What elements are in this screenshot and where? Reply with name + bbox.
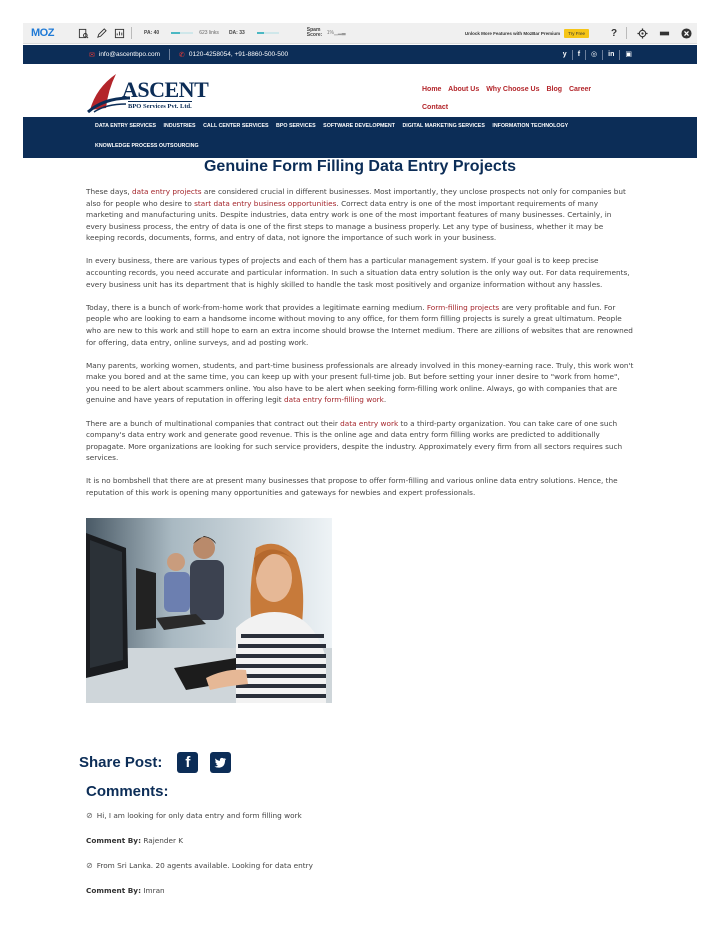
data-entry-projects-link[interactable]: data entry projects bbox=[132, 187, 202, 196]
spam-value: 1% bbox=[326, 30, 335, 36]
services-navigation bbox=[23, 117, 697, 158]
comment-author bbox=[86, 836, 183, 845]
text: These days, bbox=[86, 187, 133, 196]
comment-author bbox=[86, 886, 165, 895]
email-text[interactable]: info@ascentbpo.com bbox=[98, 51, 161, 58]
text: . Correct data entry is one of the most important requirements of many marketing and manufacturing units. Despite industries, data entry work is one of the most important features of many businesses. Certainly, in every business process, the entry of data is one of the first steps to manage a business properly. Let any type of business, whether it may be keeping records, documents, forms, and entry of data, not ignore the importance of such work in your business. bbox=[86, 198, 612, 243]
text: Many parents, working women, students, and part-time business professionals are already involved in this money-earning race. Truly, this work won't make you bored and at the same time, you can keep up with your present full-time job. But before setting your inner desire to "work from home", you need to be alert about scammers online. You also have to be alert when seeking form-filling work online. Always, go with companies that are genuine and have years of reputation in offering legit bbox=[86, 360, 634, 405]
article-paragraph bbox=[86, 186, 634, 244]
share-post bbox=[79, 752, 243, 773]
nav-information-technology[interactable]: INFORMATION TECHNOLOGY bbox=[492, 123, 569, 129]
social-links bbox=[558, 50, 637, 60]
nav-knowledge-process-outsourcing[interactable]: KNOWLEDGE PROCESS OUTSOURCING bbox=[95, 143, 199, 149]
phone-contact[interactable] bbox=[179, 51, 288, 59]
nav-why-choose-us[interactable]: Why Choose Us bbox=[486, 86, 540, 93]
comment-text bbox=[86, 811, 302, 820]
comment-body: Hi, I am looking for only data entry and form filling work bbox=[96, 811, 302, 820]
comment-body: From Sri Lanka. 20 agents available. Looking for data entry bbox=[96, 861, 313, 870]
nav-contact[interactable]: Contact bbox=[422, 104, 449, 111]
main-navigation bbox=[422, 81, 612, 117]
gear-icon[interactable] bbox=[635, 26, 649, 40]
contact-topbar bbox=[23, 45, 697, 64]
nav-software-development[interactable]: SOFTWARE DEVELOPMENT bbox=[323, 123, 395, 129]
text: There are a bunch of multinational companies that contract out their bbox=[86, 418, 341, 428]
text: to a third-party organization. You can take care of one such company's data entry work and generate good revenue. This is the online age and data entry form filling works are predicted to additionally propagate. More organizations are looking for such service providers, despite the industry. Approximately every firm from all sectors requires such services. bbox=[86, 418, 623, 463]
nav-call-center-services[interactable]: CALL CENTER SERVICES bbox=[203, 123, 269, 129]
pa-metric bbox=[144, 30, 219, 36]
services-nav-row-2 bbox=[95, 143, 205, 149]
text: . bbox=[383, 395, 387, 405]
minimize-icon[interactable] bbox=[657, 26, 671, 40]
facebook-share-icon[interactable]: f bbox=[177, 752, 198, 773]
pa-bar-fill bbox=[171, 32, 180, 34]
links-count: 623 links bbox=[199, 30, 219, 36]
nav-digital-marketing-services[interactable]: DIGITAL MARKETING SERVICES bbox=[402, 123, 485, 129]
article-paragraph: In every business, there are various types of projects and each of them has a particular management system. If your goal is to keep precise accounting records, you need accurate and particular information. In such a situation data entry solution is the only way out. For data requirements, every business unit has its department that is highly skilled to handle the task most positively and organize information without any hassles. bbox=[86, 256, 630, 289]
da-bar-fill bbox=[257, 32, 264, 34]
page-analysis-icon[interactable] bbox=[77, 27, 89, 39]
comment-author-name: Imran bbox=[143, 886, 165, 895]
text: are very profitable and fun. For people who are looking to earn a handsome income without moving to any office, for them form filling projects is surely a great ultimatum. People who are new to this work and still hope to earn an extra income should browse the Internet medium. There are zillions of websites that are renowned for offering, data entry, online surveys, and ad posting work. bbox=[86, 302, 633, 347]
close-icon[interactable] bbox=[679, 26, 693, 40]
comments-heading: Comments: bbox=[86, 783, 169, 800]
check-circle-icon: ⊘ bbox=[86, 861, 93, 870]
page-title: Genuine Form Filling Data Entry Projects bbox=[203, 158, 517, 175]
mail-icon: ✉ bbox=[89, 51, 95, 59]
article-paragraph bbox=[86, 360, 634, 406]
nav-about-us[interactable]: About Us bbox=[448, 86, 480, 93]
comment-by-label: Comment By: bbox=[86, 836, 141, 845]
da-metric bbox=[229, 30, 283, 36]
unlock-premium-text: Unlock More Features with MozBar Premium bbox=[464, 30, 561, 36]
pa-bar bbox=[171, 32, 193, 34]
logo-text: ASCENT bbox=[122, 77, 209, 102]
nav-industries[interactable]: INDUSTRIES bbox=[163, 123, 196, 129]
office-workers-image bbox=[86, 518, 332, 703]
article-paragraph: It is no bombshell that there are at present many businesses that propose to offer form-filling and various online data entry solutions. Hence, the reputation of this work is opening many opportunities and gateways for newbies and expert professionals. bbox=[86, 476, 618, 497]
da-label: DA: 33 bbox=[228, 30, 245, 36]
facebook-icon[interactable]: f bbox=[572, 50, 585, 60]
mozbar-toolbar bbox=[23, 23, 697, 44]
da-bar bbox=[257, 32, 279, 34]
data-entry-work-link[interactable]: data entry work bbox=[340, 418, 399, 428]
share-post-label: Share Post: bbox=[79, 754, 163, 771]
data-entry-form-filling-link[interactable]: data entry form-filling work bbox=[283, 395, 384, 405]
nav-home[interactable]: Home bbox=[422, 86, 442, 93]
site-header bbox=[23, 64, 697, 117]
moz-divider bbox=[131, 27, 132, 39]
youtube-icon[interactable]: ▣ bbox=[619, 50, 637, 60]
logo-subtitle: BPO Services Pvt. Ltd. bbox=[128, 103, 192, 110]
twitter-share-icon[interactable] bbox=[210, 752, 231, 773]
start-data-entry-business-link[interactable]: start data entry business opportunities bbox=[194, 198, 337, 208]
linkedin-icon[interactable]: in bbox=[602, 50, 619, 60]
form-filling-projects-link[interactable]: Form-filling projects bbox=[426, 302, 500, 312]
signal-icon: ▁▂▃ bbox=[334, 30, 346, 36]
article-paragraph bbox=[86, 302, 634, 348]
text: Today, there is a bunch of work-from-home work that provides a legitimate earning medium. bbox=[86, 302, 427, 312]
highlight-pen-icon[interactable] bbox=[95, 27, 107, 39]
spam-label: Spam Score: bbox=[306, 27, 323, 38]
twitter-icon[interactable]: y bbox=[562, 50, 567, 58]
moz-divider-right bbox=[626, 27, 627, 39]
help-icon[interactable]: ? bbox=[610, 27, 618, 39]
services-nav-row-1 bbox=[95, 123, 574, 129]
nav-bpo-services[interactable]: BPO SERVICES bbox=[276, 123, 316, 129]
nav-blog[interactable]: Blog bbox=[546, 86, 563, 93]
moz-logo[interactable]: MOZ bbox=[31, 27, 54, 39]
spam-score bbox=[307, 28, 323, 38]
comment-author-name: Rajender K bbox=[143, 836, 184, 845]
email-contact[interactable] bbox=[89, 51, 160, 59]
instagram-icon[interactable]: ◎ bbox=[585, 50, 602, 60]
pa-label: PA: 40 bbox=[144, 30, 160, 36]
nav-data-entry-services[interactable]: DATA ENTRY SERVICES bbox=[95, 123, 157, 129]
try-free-button[interactable]: Try Free bbox=[564, 29, 589, 38]
article-body bbox=[86, 186, 634, 510]
topbar-divider bbox=[169, 49, 170, 60]
phone-icon: ✆ bbox=[179, 51, 185, 59]
site-overview-icon[interactable] bbox=[113, 27, 125, 39]
ascent-logo[interactable] bbox=[86, 68, 211, 114]
comment-by-label: Comment By: bbox=[86, 886, 141, 895]
check-circle-icon: ⊘ bbox=[86, 811, 93, 820]
nav-career[interactable]: Career bbox=[568, 86, 592, 93]
text: are considered crucial in different businesses. Most importantly, they unclose prospects not only for companies but also for people who desire to bbox=[86, 187, 626, 208]
article-photo bbox=[86, 518, 332, 703]
article-paragraph bbox=[86, 418, 634, 464]
comment-text bbox=[86, 861, 313, 870]
phone-text[interactable]: 0120-4258054, +91-8860-500-500 bbox=[188, 51, 289, 58]
